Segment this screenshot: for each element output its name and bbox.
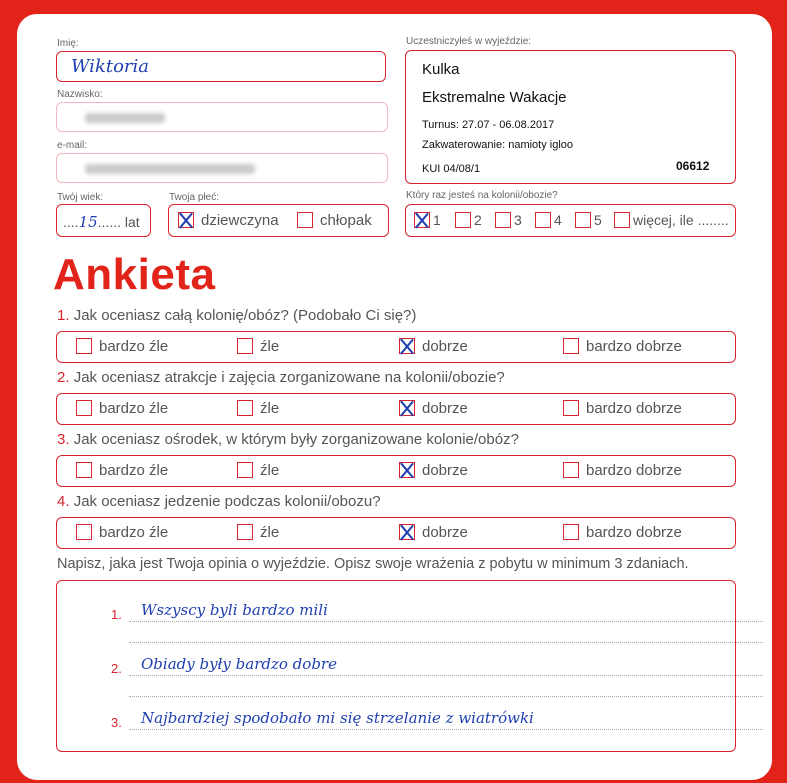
q2-option-dobrze[interactable] — [399, 400, 468, 417]
q1-option-dobrze[interactable] — [399, 338, 468, 355]
q4-label-4: bardzo dobrze — [586, 524, 682, 541]
gender-option-female[interactable] — [178, 212, 279, 229]
trip-line2: Ekstremalne Wakacje — [422, 89, 567, 106]
name-value: Wiktoria — [71, 56, 150, 77]
opinion-line-3 — [129, 675, 763, 676]
visit-3-label: 3 — [514, 212, 522, 228]
age-value: 15 — [78, 213, 98, 231]
gender-male-checkbox[interactable] — [297, 212, 313, 228]
q4-checkbox-3[interactable] — [399, 524, 415, 540]
q3-option-dobrze[interactable] — [399, 462, 468, 479]
age-dots-before: .... — [63, 214, 79, 230]
age-label: Twój wiek: — [57, 192, 104, 203]
q4-checkbox-1[interactable] — [76, 524, 92, 540]
visit-2-checkbox[interactable] — [455, 212, 471, 228]
q3-label-1: bardzo źle — [99, 462, 169, 479]
opinion-3-text: Najbardziej spodobało mi się strzelanie z wiatrówki — [141, 709, 534, 727]
q3-label-2: źle — [260, 462, 280, 479]
question-1 — [57, 307, 416, 324]
visit-option-2[interactable] — [455, 212, 482, 228]
q1-label-4: bardzo dobrze — [586, 338, 682, 355]
question-3-number: 3. — [57, 431, 70, 448]
q1-checkbox-4[interactable] — [563, 338, 579, 354]
age-dots-after: ...... — [97, 214, 121, 230]
q4-option-zle[interactable] — [237, 524, 279, 541]
q4-checkbox-2[interactable] — [237, 524, 253, 540]
q4-option-bardzo-zle[interactable] — [76, 524, 168, 541]
q2-checkbox-3[interactable] — [399, 400, 415, 416]
visit-option-3[interactable] — [495, 212, 522, 228]
surname-field[interactable] — [56, 102, 388, 132]
opinion-1-number: 1. — [111, 607, 122, 622]
gender-female-checkbox[interactable] — [178, 212, 194, 228]
q1-checkbox-3[interactable] — [399, 338, 415, 354]
visit-option-1[interactable] — [414, 212, 441, 228]
q3-option-bardzo-zle[interactable] — [76, 462, 168, 479]
question-2-number: 2. — [57, 369, 70, 386]
question-2 — [57, 369, 505, 386]
q1-label-3: dobrze — [422, 338, 468, 355]
visit-4-checkbox[interactable] — [535, 212, 551, 228]
surname-redacted — [85, 113, 165, 123]
opinion-3-number: 3. — [111, 715, 122, 730]
trip-card — [405, 50, 736, 184]
q2-label-4: bardzo dobrze — [586, 400, 682, 417]
visit-option-5[interactable] — [575, 212, 602, 228]
gender-label: Twoja płeć: — [169, 192, 220, 203]
gender-female-label: dziewczyna — [201, 212, 279, 229]
q1-option-bardzo-dobrze[interactable] — [563, 338, 682, 355]
q4-label-2: źle — [260, 524, 280, 541]
visit-1-label: 1 — [433, 212, 441, 228]
email-label: e-mail: — [57, 140, 88, 151]
q3-checkbox-1[interactable] — [76, 462, 92, 478]
visit-4-label: 4 — [554, 212, 562, 228]
opinion-1-text: Wszyscy byli bardzo mili — [141, 601, 328, 619]
survey-title: Ankieta — [53, 250, 216, 299]
visit-more-label: więcej, ile ........ — [633, 212, 729, 228]
trip-turnus: Turnus: 27.07 - 06.08.2017 — [422, 119, 555, 131]
q1-checkbox-1[interactable] — [76, 338, 92, 354]
question-1-text: Jak oceniasz całą kolonię/obóz? (Podobało Ci się?) — [73, 307, 417, 324]
visit-5-label: 5 — [594, 212, 602, 228]
question-1-number: 1. — [57, 307, 70, 324]
q2-checkbox-2[interactable] — [237, 400, 253, 416]
visit-label: Który raz jesteś na kolonii/obozie? — [406, 190, 558, 201]
opinion-prompt: Napisz, jaka jest Twoja opinia o wyjeździe. Opisz swoje wrażenia z pobytu w minimum 3 zdaniach. — [57, 556, 689, 572]
question-3-answers — [56, 455, 736, 487]
question-1-answers — [56, 331, 736, 363]
question-2-text: Jak oceniasz atrakcje i zajęcia zorganizowane na kolonii/obozie? — [73, 369, 505, 386]
q3-checkbox-2[interactable] — [237, 462, 253, 478]
q1-label-2: źle — [260, 338, 280, 355]
question-4-number: 4. — [57, 493, 70, 510]
q3-checkbox-3[interactable] — [399, 462, 415, 478]
email-field[interactable] — [56, 153, 388, 183]
name-label: Imię: — [57, 38, 79, 49]
age-unit: lat — [124, 214, 140, 230]
visit-2-label: 2 — [474, 212, 482, 228]
trip-line1: Kulka — [422, 61, 460, 78]
question-4-text: Jak oceniasz jedzenie podczas kolonii/obozu? — [73, 493, 381, 510]
opinion-line-4 — [129, 696, 763, 697]
visit-more-checkbox[interactable] — [614, 212, 630, 228]
q2-label-2: źle — [260, 400, 280, 417]
email-redacted — [85, 164, 255, 174]
q2-option-bardzo-dobrze[interactable] — [563, 400, 682, 417]
gender-field — [168, 204, 389, 237]
q1-option-zle[interactable] — [237, 338, 279, 355]
question-3-text: Jak oceniasz ośrodek, w którym były zorganizowane kolonie/obóz? — [73, 431, 519, 448]
visit-5-checkbox[interactable] — [575, 212, 591, 228]
q4-option-dobrze[interactable] — [399, 524, 468, 541]
visit-option-4[interactable] — [535, 212, 562, 228]
q2-checkbox-1[interactable] — [76, 400, 92, 416]
opinion-2-number: 2. — [111, 661, 122, 676]
opinion-line-1 — [129, 621, 763, 622]
q2-label-1: bardzo źle — [99, 400, 169, 417]
q4-label-1: bardzo źle — [99, 524, 169, 541]
surname-label: Nazwisko: — [57, 89, 103, 100]
opinion-line-5 — [129, 729, 763, 730]
question-4-answers — [56, 517, 736, 549]
q3-label-4: bardzo dobrze — [586, 462, 682, 479]
q3-option-bardzo-dobrze[interactable] — [563, 462, 682, 479]
age-field[interactable] — [56, 204, 151, 237]
q1-label-1: bardzo źle — [99, 338, 169, 355]
opinion-field[interactable] — [56, 580, 736, 752]
q3-checkbox-4[interactable] — [563, 462, 579, 478]
gender-option-male[interactable] — [297, 212, 372, 229]
opinion-line-2 — [129, 642, 763, 643]
q2-label-3: dobrze — [422, 400, 468, 417]
q4-option-bardzo-dobrze[interactable] — [563, 524, 682, 541]
trip-accommodation: Zakwaterowanie: namioty igloo — [422, 139, 574, 151]
visit-3-checkbox[interactable] — [495, 212, 511, 228]
question-2-answers — [56, 393, 736, 425]
q1-option-bardzo-zle[interactable] — [76, 338, 168, 355]
q3-label-3: dobrze — [422, 462, 468, 479]
visit-1-checkbox[interactable] — [414, 212, 430, 228]
opinion-2-text: Obiady były bardzo dobre — [141, 655, 337, 673]
trip-number: 06612 — [676, 159, 710, 173]
q3-option-zle[interactable] — [237, 462, 279, 479]
q4-checkbox-4[interactable] — [563, 524, 579, 540]
q2-option-zle[interactable] — [237, 400, 279, 417]
q1-checkbox-2[interactable] — [237, 338, 253, 354]
trip-label: Uczestniczyłeś w wyjeździe: — [406, 36, 532, 47]
trip-code: KUI 04/08/1 — [422, 163, 481, 175]
q2-option-bardzo-zle[interactable] — [76, 400, 168, 417]
age-line — [63, 213, 140, 231]
visit-option-more[interactable] — [614, 212, 729, 228]
survey-sheet — [17, 14, 772, 780]
question-3 — [57, 431, 519, 448]
q4-label-3: dobrze — [422, 524, 468, 541]
q2-checkbox-4[interactable] — [563, 400, 579, 416]
visit-field — [405, 204, 736, 237]
name-field[interactable] — [56, 51, 386, 82]
question-4 — [57, 493, 381, 510]
gender-male-label: chłopak — [320, 212, 372, 229]
